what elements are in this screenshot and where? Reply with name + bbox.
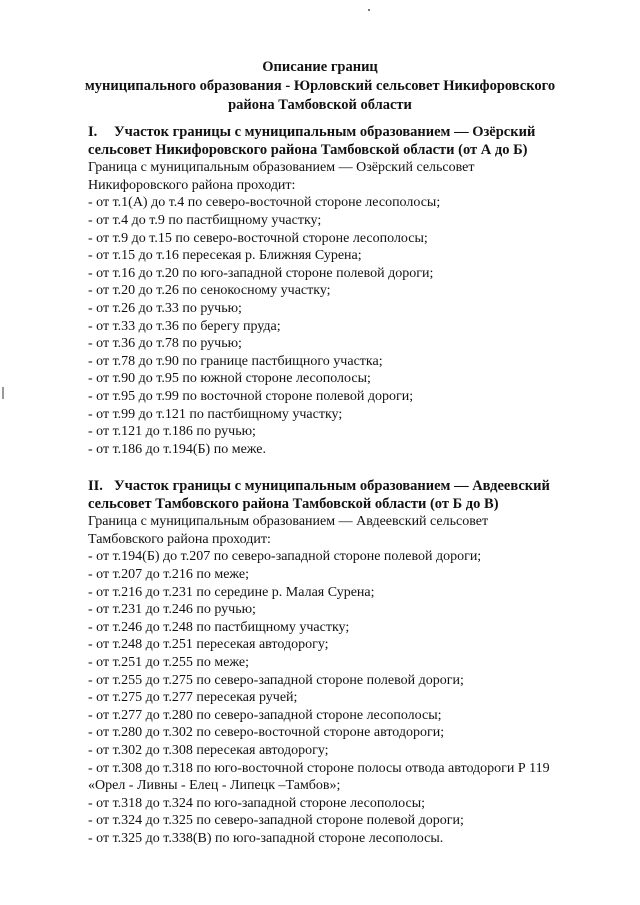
- scan-edge-mark: [2, 387, 4, 399]
- list-item: - от т.26 до т.33 по ручью;: [88, 300, 242, 316]
- list-item: - от т.280 до т.302 по северо-восточной стороне автодороги;: [88, 725, 445, 741]
- list-item: - от т.194(Б) до т.207 по северо-западной стороне полевой дороги;: [88, 549, 482, 565]
- title-line-1: Описание границ: [262, 59, 378, 75]
- list-item: - от т.255 до т.275 по северо-западной стороне полевой дороги;: [88, 672, 464, 688]
- list-item: - от т.207 до т.216 по меже;: [88, 566, 250, 582]
- list-item: - от т.248 до т.251 пересекая автодорогу;: [88, 637, 329, 653]
- list-item: - от т.99 до т.121 по пастбищному участку;: [88, 406, 343, 422]
- list-item: - от т.36 до т.78 по ручью;: [88, 336, 242, 352]
- section-intro-line-2: Тамбовского района проходит:: [88, 531, 271, 547]
- section-number: I.: [88, 124, 98, 140]
- section-ozersky: [88, 124, 628, 458]
- document-title: [0, 58, 640, 115]
- section-heading: [88, 124, 628, 142]
- section-intro-line-2: Никифоровского района проходит:: [88, 177, 296, 193]
- list-item: - от т.324 до т.325 по северо-западной стороне полевой дороги;: [88, 813, 464, 829]
- list-item: - от т.90 до т.95 по южной стороне лесополосы;: [88, 371, 371, 387]
- scan-speck: [368, 9, 370, 11]
- section-heading-line-1: Участок границы с муниципальным образованием — Озёрский: [114, 124, 536, 140]
- list-item: - от т.251 до т.255 по меже;: [88, 654, 250, 670]
- list-item: - от т.16 до т.20 по юго-западной стороне полевой дороги;: [88, 265, 434, 281]
- list-item: - от т.308 до т.318 по юго-восточной стороне полосы отвода автодороги Р 119: [88, 760, 550, 776]
- list-item: - от т.275 до т.277 пересекая ручей;: [88, 690, 298, 706]
- list-item: - от т.277 до т.280 по северо-западной стороне лесополосы;: [88, 707, 442, 723]
- list-item: - от т.20 до т.26 по сенокосному участку;: [88, 283, 331, 299]
- list-item: «Орел - Ливны - Елец - Липецк –Тамбов»;: [88, 778, 341, 794]
- list-item: - от т.246 до т.248 по пастбищному участку;: [88, 619, 350, 635]
- list-item: - от т.78 до т.90 по границе пастбищного участка;: [88, 353, 383, 369]
- list-item: - от т.216 до т.231 по середине р. Малая Сурена;: [88, 584, 375, 600]
- section-heading-line-1: Участок границы с муниципальным образованием — Авдеевский: [114, 478, 550, 494]
- list-item: - от т.4 до т.9 по пастбищному участку;: [88, 212, 322, 228]
- list-item: - от т.95 до т.99 по восточной стороне полевой дороги;: [88, 388, 414, 404]
- list-item: - от т.9 до т.15 по северо-восточной стороне лесополосы;: [88, 230, 428, 246]
- list-item: - от т.302 до т.308 пересекая автодорогу;: [88, 742, 329, 758]
- list-item: - от т.15 до т.16 пересекая р. Ближняя Сурена;: [88, 248, 362, 264]
- list-item: - от т.325 до т.338(В) по юго-западной стороне лесополосы.: [88, 830, 444, 846]
- boundary-list: [88, 548, 628, 847]
- section-intro-line-1: Граница с муниципальным образованием — Авдеевский сельсовет: [88, 514, 489, 530]
- title-line-2: муниципального образования - Юрловский сельсовет Никифоровского: [84, 78, 556, 94]
- section-intro-line-1: Граница с муниципальным образованием — Озёрский сельсовет: [88, 160, 475, 176]
- section-heading-line-2: сельсовет Никифоровского района Тамбовской области (от А до Б): [88, 141, 528, 158]
- title-line-3: района Тамбовской области: [228, 97, 412, 113]
- list-item: - от т.121 до т.186 по ручью;: [88, 424, 256, 440]
- list-item: - от т.33 до т.36 по берегу пруда;: [88, 318, 281, 334]
- list-item: - от т.318 до т.324 по юго-западной стороне лесополосы;: [88, 795, 425, 811]
- section-avdeevsky: [88, 478, 628, 847]
- section-heading-line-2: сельсовет Тамбовского района Тамбовской области (от Б до В): [88, 495, 499, 512]
- boundary-list: [88, 194, 628, 458]
- list-item: - от т.1(А) до т.4 по северо-восточной стороне лесополосы;: [88, 195, 441, 211]
- section-number: II.: [88, 478, 103, 494]
- section-heading: [88, 478, 628, 496]
- list-item: - от т.231 до т.246 по ручью;: [88, 602, 256, 618]
- list-item: - от т.186 до т.194(Б) по меже.: [88, 441, 266, 457]
